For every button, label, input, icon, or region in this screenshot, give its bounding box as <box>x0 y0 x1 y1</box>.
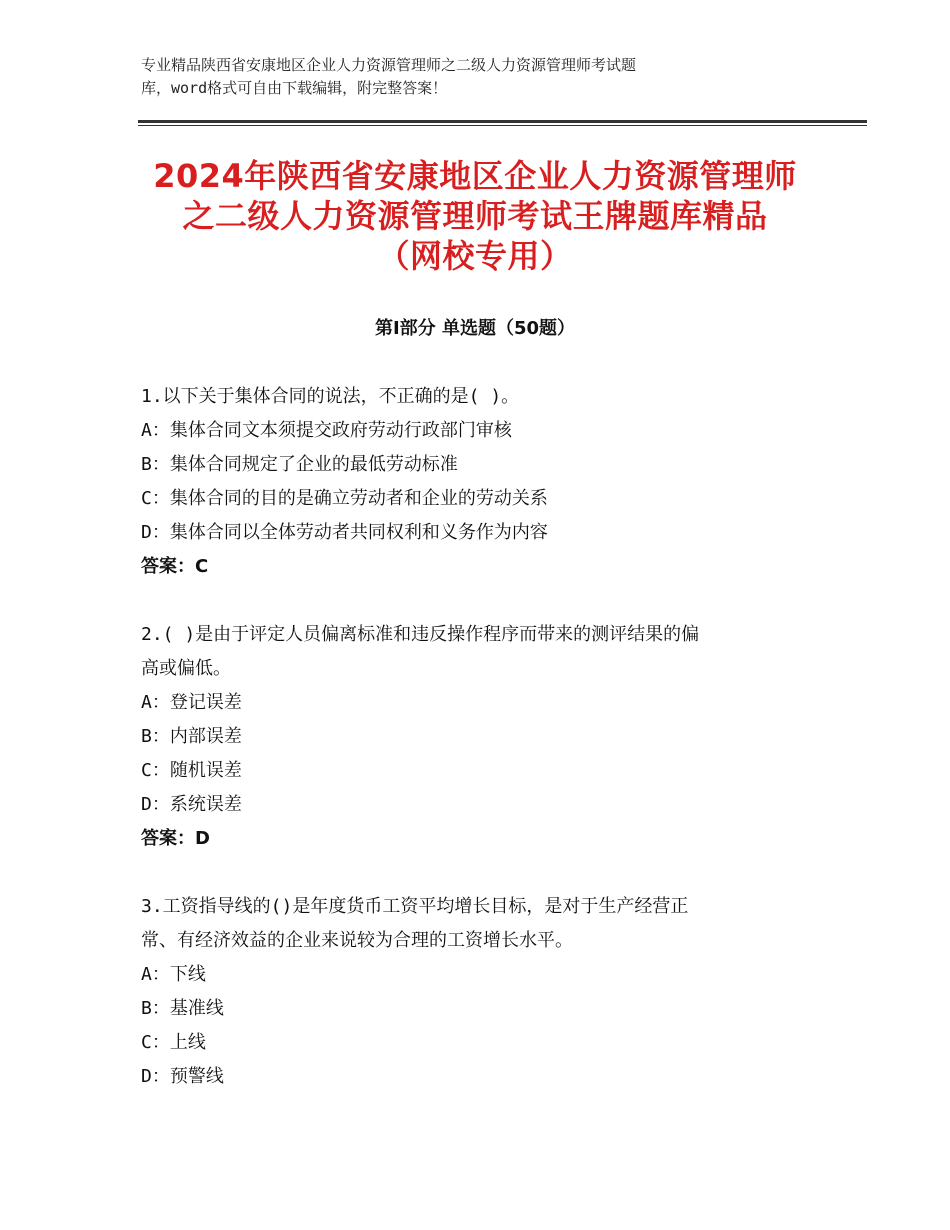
question-stem-continued: 高或偏低。 <box>141 658 231 679</box>
option-d: D：预警线 <box>141 1066 224 1087</box>
option-c: C：上线 <box>141 1032 206 1053</box>
header-note <box>141 54 781 100</box>
question-1 <box>141 380 821 584</box>
option-d: D：系统误差 <box>141 794 242 815</box>
question-2 <box>141 618 821 856</box>
header-note-line-1: 专业精品陕西省安康地区企业人力资源管理师之二级人力资源管理师考试题 <box>141 56 637 74</box>
header-rule-thin <box>138 125 867 126</box>
answer-label: 答案：C <box>141 556 209 577</box>
section-title: 第Ⅰ部分 单选题（50题） <box>374 318 575 339</box>
title-line-1: 2024年陕西省安康地区企业人力资源管理师 <box>153 157 797 195</box>
question-stem: 2.( )是由于评定人员偏离标准和违反操作程序而带来的测评结果的偏 <box>141 624 700 645</box>
question-stem-continued: 常、有经济效益的企业来说较为合理的工资增长水平。 <box>141 930 573 951</box>
option-a: A：登记误差 <box>141 692 242 713</box>
answer-label: 答案：D <box>141 828 210 849</box>
option-b: B：集体合同规定了企业的最低劳动标准 <box>141 454 458 475</box>
header-note-line-2: 库，word格式可自由下载编辑，附完整答案！ <box>141 79 448 97</box>
title-line-2: 之二级人力资源管理师考试王牌题库精品 <box>182 197 768 235</box>
title-line-3: （网校专用） <box>377 237 573 275</box>
option-a: A：集体合同文本须提交政府劳动行政部门审核 <box>141 420 512 441</box>
document-title <box>110 156 840 276</box>
option-a: A：下线 <box>141 964 206 985</box>
header-rule-thick <box>138 120 867 123</box>
question-stem: 1.以下关于集体合同的说法，不正确的是( )。 <box>141 386 520 407</box>
question-list <box>141 380 821 1128</box>
option-d: D：集体合同以全体劳动者共同权利和义务作为内容 <box>141 522 548 543</box>
option-b: B：内部误差 <box>141 726 242 747</box>
option-c: C：随机误差 <box>141 760 242 781</box>
question-stem: 3.工资指导线的()是年度货币工资平均增长目标，是对于生产经营正 <box>141 896 689 917</box>
option-b: B：基准线 <box>141 998 224 1019</box>
option-c: C：集体合同的目的是确立劳动者和企业的劳动关系 <box>141 488 548 509</box>
question-3 <box>141 890 821 1094</box>
